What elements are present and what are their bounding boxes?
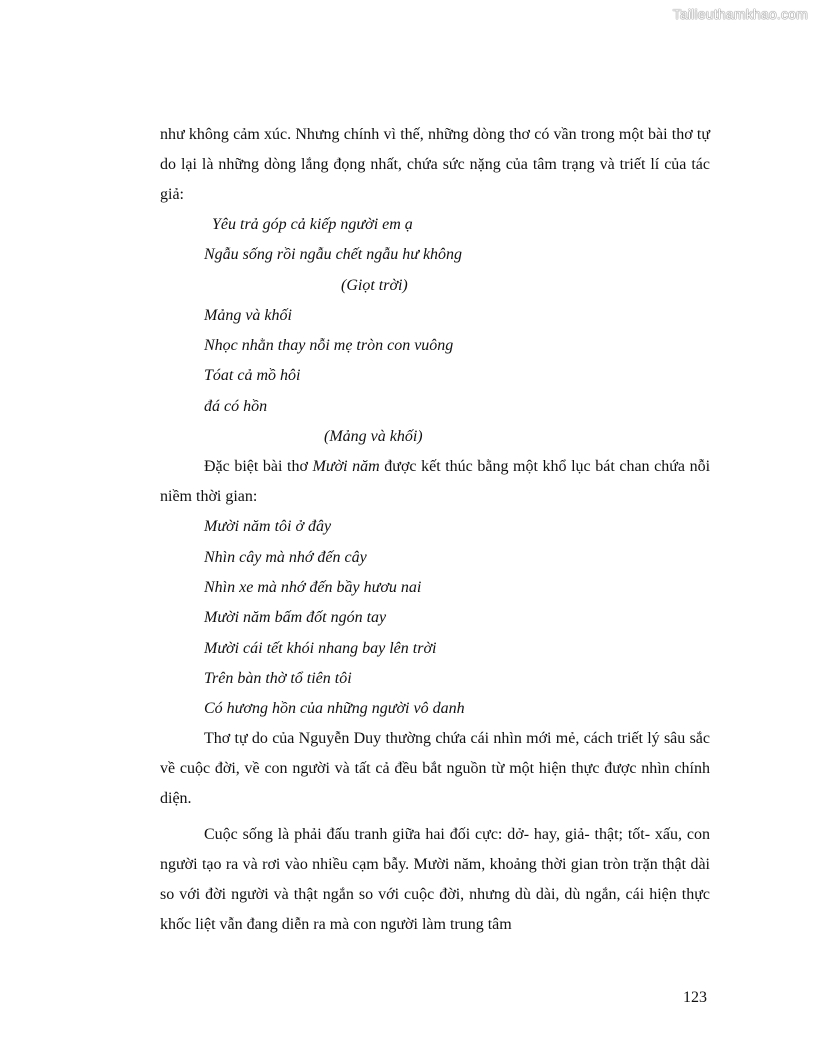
poem-source: (Mảng và khối)	[324, 428, 423, 446]
poem-line: Ngẫu sống rồi ngẫu chết ngẫu hư không	[204, 246, 463, 264]
poem-source: (Giọt trời)	[341, 276, 408, 294]
poem-line: Tóat cả mồ hôi	[204, 367, 301, 385]
poem-line: Mười cái tết khói nhang bay lên trời	[204, 639, 437, 657]
watermark: Tailieuthamkhao.com	[672, 6, 808, 22]
paragraph-muoi-nam	[160, 452, 710, 512]
poem-line: Nhọc nhằn thay nỗi mẹ tròn con vuông	[204, 337, 454, 355]
poem-line: Nhìn cây mà nhớ đến cây	[204, 548, 367, 566]
paragraph-tho-tu-do: Thơ tự do của Nguyễn Duy thường chứa cái nhìn mới mẻ, cách triết lý sâu sắc về cuộc đời, về con người và tất cả đều bắt nguồn từ một hiện thực được nhìn chính diện.	[160, 730, 710, 808]
poem-title: Mười năm	[312, 458, 380, 476]
poem-line: đá có hồn	[204, 397, 268, 415]
poem-line: Trên bàn thờ tổ tiên tôi	[204, 669, 352, 687]
poem-line: Nhìn xe mà nhớ đến bầy hươu nai	[204, 578, 422, 596]
poem-line: Có hương hồn của những người vô danh	[204, 700, 465, 718]
paragraph-cuoc-song: Cuộc sống là phải đấu tranh giữa hai đối cực: dở- hay, giả- thật; tốt- xấu, con người tạo ra và rơi vào nhiều cạm bẫy. Mười năm, khoảng thời gian tròn trặn thật dài so với đời người và thật ngắn so với cuộc đời, nhưng dù dài, dù ngắn, cái hiện thực khốc liệt vẫn đang diễn ra mà con người làm trung tâm	[160, 826, 710, 934]
poem-giot-troi	[160, 210, 710, 301]
poem-line: Yêu trả góp cả kiếp người em ạ	[212, 216, 413, 233]
paragraph-text: được kết thúc bằng một khổ lục bát chan chứa nỗi niềm thời gian:	[160, 458, 711, 506]
paragraph-intro: như không cảm xúc. Nhưng chính vì thế, những dòng thơ có vần trong một bài thơ tự do lại là những dòng lắng đọng nhất, chứa sức nặng của tâm trạng và triết lí của tác giả:	[160, 126, 710, 203]
page-body	[160, 120, 710, 940]
poem-mang-va-khoi	[160, 301, 710, 452]
poem-line: Mảng và khối	[204, 306, 292, 324]
page-number: 123	[683, 989, 707, 1006]
poem-line: Mười năm bấm đốt ngón tay	[204, 609, 387, 627]
poem-line: Mười năm tôi ở đây	[204, 518, 332, 536]
poem-muoi-nam	[160, 512, 710, 724]
paragraph-text: Đặc biệt bài thơ	[204, 458, 313, 476]
